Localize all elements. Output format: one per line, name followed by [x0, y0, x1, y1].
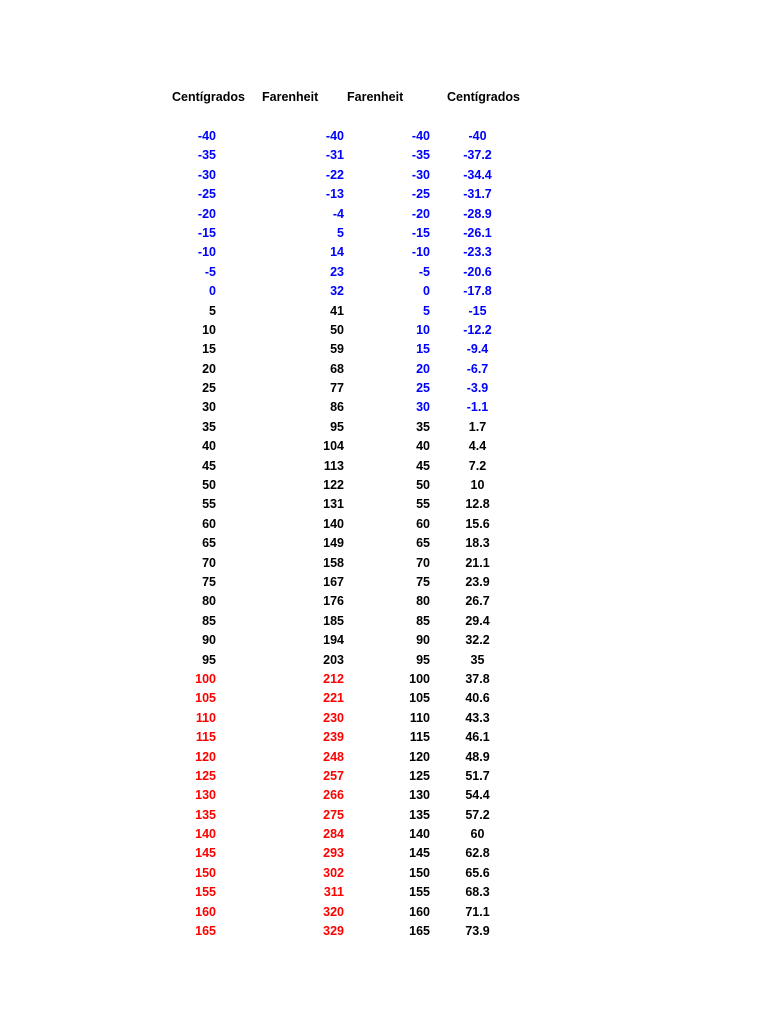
cell-farenheit-source: 150 [409, 865, 430, 880]
table-row [0, 825, 768, 844]
cell-centigrados-result: -34.4 [463, 167, 492, 182]
cell-centigrados-source: 75 [202, 574, 216, 589]
cell-farenheit-result: 149 [323, 536, 344, 551]
cell-centigrados-source: 55 [202, 497, 216, 512]
table-row [0, 883, 768, 902]
header-centigrados-2: Centígrados [447, 90, 520, 104]
cell-centigrados-source: -40 [197, 129, 216, 143]
cell-farenheit-result: 131 [323, 497, 344, 512]
table-row [0, 321, 768, 340]
cell-centigrados-source: 160 [195, 904, 216, 919]
cell-farenheit-result: 275 [323, 807, 344, 822]
cell-centigrados-result: 68.3 [465, 885, 490, 900]
cell-farenheit-result: 122 [323, 478, 344, 493]
cell-centigrados-result: -9.4 [466, 342, 489, 357]
cell-farenheit-source: -20 [411, 206, 430, 221]
cell-farenheit-result: 23 [330, 264, 344, 279]
cell-centigrados-result: 62.8 [465, 846, 490, 861]
cell-farenheit-result: -22 [325, 167, 344, 182]
header-farenheit-1: Farenheit [262, 90, 319, 104]
table-row [0, 592, 768, 611]
cell-farenheit-source: 10 [416, 322, 430, 337]
cell-centigrados-result: 29.4 [465, 613, 490, 628]
cell-farenheit-source: 65 [416, 536, 430, 551]
cell-centigrados-result: 51.7 [465, 768, 490, 783]
cell-farenheit-source: 155 [409, 885, 430, 900]
cell-centigrados-source: 115 [195, 730, 216, 745]
cell-centigrados-result: 15.6 [465, 516, 490, 531]
table-row [0, 127, 768, 146]
cell-centigrados-source: 80 [202, 594, 216, 609]
cell-farenheit-source: 120 [409, 749, 430, 764]
cell-farenheit-source: 160 [409, 904, 430, 919]
cell-centigrados-result: 26.7 [465, 594, 490, 609]
cell-farenheit-result: 293 [323, 846, 344, 861]
cell-farenheit-source: 20 [416, 361, 430, 376]
cell-farenheit-source: 50 [416, 478, 430, 493]
table-row [0, 903, 768, 922]
table-row [0, 767, 768, 786]
cell-centigrados-result: 37.8 [465, 671, 490, 686]
cell-centigrados-source: -20 [197, 206, 216, 221]
cell-farenheit-result: 113 [323, 458, 344, 473]
cell-farenheit-source: 30 [416, 400, 430, 415]
cell-centigrados-result: -26.1 [463, 225, 492, 240]
table-row [0, 185, 768, 204]
table-row [0, 651, 768, 670]
cell-farenheit-source: 110 [409, 710, 430, 725]
cell-centigrados-result: 65.6 [465, 865, 490, 880]
cell-farenheit-source: 95 [416, 652, 430, 667]
table-row [0, 166, 768, 185]
cell-centigrados-source: 100 [195, 671, 216, 686]
cell-farenheit-source: -25 [411, 187, 430, 202]
cell-farenheit-result: 104 [323, 439, 344, 454]
cell-centigrados-source: 110 [195, 710, 216, 725]
header-farenheit-2: Farenheit [347, 90, 404, 104]
cell-centigrados-source: 90 [202, 633, 216, 648]
cell-farenheit-source: -15 [411, 225, 430, 240]
cell-centigrados-result: 57.2 [465, 807, 490, 822]
cell-farenheit-source: 70 [416, 555, 430, 570]
cell-farenheit-result: 50 [330, 322, 344, 337]
cell-farenheit-result: 320 [323, 904, 344, 919]
cell-centigrados-source: 120 [195, 749, 216, 764]
cell-farenheit-source: 75 [416, 574, 430, 589]
cell-centigrados-source: 45 [202, 458, 216, 473]
cell-farenheit-result: 221 [323, 691, 344, 706]
cell-centigrados-source: 35 [202, 419, 216, 434]
cell-centigrados-result: 32.2 [465, 633, 490, 648]
cell-farenheit-result: -4 [332, 206, 344, 221]
cell-farenheit-source: 5 [423, 303, 430, 318]
table-row [0, 670, 768, 689]
cell-centigrados-result: 4.4 [468, 439, 487, 454]
cell-centigrados-result: -12.2 [463, 322, 492, 337]
cell-farenheit-result: 41 [330, 303, 344, 318]
table-row [0, 437, 768, 456]
cell-centigrados-result: 1.7 [468, 419, 487, 434]
cell-centigrados-source: 140 [195, 827, 216, 842]
cell-farenheit-result: 194 [323, 633, 344, 648]
cell-farenheit-source: 125 [409, 768, 430, 783]
cell-centigrados-result: 60 [470, 827, 485, 842]
cell-centigrados-source: 10 [202, 322, 216, 337]
cell-farenheit-source: 15 [416, 342, 430, 357]
cell-farenheit-source: 80 [416, 594, 430, 609]
cell-farenheit-result: 302 [323, 865, 344, 880]
table-row [0, 146, 768, 165]
cell-centigrados-source: 25 [202, 381, 216, 396]
table-row [0, 534, 768, 553]
cell-farenheit-result: -13 [325, 187, 344, 202]
table-row [0, 631, 768, 650]
table-row [0, 302, 768, 321]
cell-centigrados-result: 35 [470, 652, 485, 667]
cell-centigrados-source: 95 [202, 652, 216, 667]
table-row [0, 379, 768, 398]
cell-farenheit-result: 158 [323, 555, 344, 570]
cell-centigrados-source: -35 [197, 148, 216, 163]
cell-centigrados-source: -25 [197, 187, 216, 202]
cell-farenheit-source: -30 [411, 167, 430, 182]
cell-centigrados-source: 65 [202, 536, 216, 551]
cell-centigrados-result: 7.2 [468, 458, 487, 473]
cell-centigrados-source: -30 [197, 167, 216, 182]
cell-farenheit-source: -35 [411, 148, 430, 163]
header-row [0, 90, 768, 108]
cell-farenheit-result: -31 [325, 148, 344, 163]
cell-farenheit-result: 185 [323, 613, 344, 628]
cell-centigrados-result: -1.1 [466, 400, 489, 415]
cell-centigrados-source: 105 [195, 691, 216, 706]
table-row [0, 205, 768, 224]
cell-centigrados-source: 50 [202, 478, 216, 493]
table-row [0, 806, 768, 825]
cell-farenheit-source: 105 [409, 691, 430, 706]
cell-farenheit-source: 100 [409, 671, 430, 686]
cell-centigrados-result: -23.3 [463, 245, 492, 260]
cell-farenheit-result: 248 [323, 749, 344, 764]
cell-centigrados-result: 12.8 [465, 497, 490, 512]
table-row [0, 340, 768, 359]
cell-centigrados-result: -40 [468, 129, 487, 143]
table-row [0, 709, 768, 728]
cell-farenheit-result: 14 [330, 245, 344, 260]
table-row [0, 689, 768, 708]
table-row [0, 922, 768, 941]
cell-centigrados-result: 18.3 [465, 536, 490, 551]
cell-farenheit-source: 115 [409, 730, 430, 745]
cell-farenheit-source: -10 [411, 245, 430, 260]
cell-farenheit-source: 140 [409, 827, 430, 842]
cell-centigrados-result: -28.9 [463, 206, 492, 221]
cell-farenheit-source: 145 [409, 846, 430, 861]
cell-centigrados-source: 70 [202, 555, 216, 570]
cell-farenheit-source: 90 [416, 633, 430, 648]
cell-farenheit-result: 266 [323, 788, 344, 803]
cell-centigrados-source: 15 [202, 342, 216, 357]
cell-centigrados-source: 125 [195, 768, 216, 783]
cell-centigrados-result: 71.1 [465, 904, 490, 919]
cell-farenheit-result: 68 [330, 361, 344, 376]
table-body [0, 127, 768, 941]
cell-farenheit-source: -40 [411, 129, 430, 143]
table-row [0, 748, 768, 767]
cell-farenheit-result: 203 [323, 652, 344, 667]
cell-centigrados-source: 5 [209, 303, 216, 318]
table-row [0, 243, 768, 262]
table-row [0, 786, 768, 805]
cell-farenheit-source: 40 [416, 439, 430, 454]
cell-centigrados-result: 23.9 [465, 574, 490, 589]
table-row [0, 728, 768, 747]
cell-farenheit-result: -40 [325, 129, 344, 143]
cell-farenheit-result: 329 [323, 924, 344, 939]
cell-farenheit-result: 212 [323, 671, 344, 686]
cell-centigrados-result: -15 [468, 303, 487, 318]
cell-farenheit-result: 239 [323, 730, 344, 745]
cell-centigrados-source: -10 [197, 245, 216, 260]
cell-centigrados-result: -37.2 [463, 148, 492, 163]
cell-centigrados-source: 135 [195, 807, 216, 822]
table-row [0, 554, 768, 573]
cell-farenheit-result: 140 [323, 516, 344, 531]
cell-centigrados-result: 40.6 [465, 691, 490, 706]
table-row [0, 573, 768, 592]
table-row [0, 612, 768, 631]
cell-farenheit-result: 32 [330, 284, 344, 299]
cell-centigrados-source: 30 [202, 400, 216, 415]
cell-centigrados-result: -6.7 [466, 361, 489, 376]
cell-farenheit-source: 165 [409, 924, 430, 939]
cell-farenheit-source: -5 [418, 264, 430, 279]
cell-centigrados-source: 130 [195, 788, 216, 803]
cell-centigrados-result: -31.7 [463, 187, 492, 202]
cell-farenheit-source: 85 [416, 613, 430, 628]
cell-centigrados-result: 73.9 [465, 924, 490, 939]
table-row [0, 224, 768, 243]
cell-farenheit-result: 5 [337, 225, 344, 240]
table-row [0, 263, 768, 282]
cell-centigrados-source: 60 [202, 516, 216, 531]
cell-farenheit-source: 135 [409, 807, 430, 822]
cell-centigrados-result: -20.6 [463, 264, 492, 279]
cell-farenheit-source: 55 [416, 497, 430, 512]
cell-centigrados-source: 165 [195, 924, 216, 939]
cell-farenheit-source: 130 [409, 788, 430, 803]
table-row [0, 844, 768, 863]
cell-farenheit-result: 230 [323, 710, 344, 725]
cell-centigrados-result: -3.9 [466, 381, 489, 396]
table-row [0, 515, 768, 534]
cell-centigrados-source: 155 [195, 885, 216, 900]
table-row [0, 457, 768, 476]
header-centigrados-1: Centígrados [172, 90, 245, 104]
cell-centigrados-result: 48.9 [465, 749, 490, 764]
cell-centigrados-result: 46.1 [465, 730, 490, 745]
cell-farenheit-source: 60 [416, 516, 430, 531]
cell-farenheit-result: 77 [330, 381, 344, 396]
cell-farenheit-result: 86 [330, 400, 344, 415]
cell-farenheit-result: 59 [330, 342, 344, 357]
cell-centigrados-source: 85 [202, 613, 216, 628]
table-row [0, 398, 768, 417]
table-row [0, 282, 768, 301]
table-row [0, 476, 768, 495]
cell-farenheit-source: 45 [416, 458, 430, 473]
cell-farenheit-result: 176 [323, 594, 344, 609]
table-row [0, 864, 768, 883]
cell-farenheit-source: 0 [423, 284, 430, 299]
cell-centigrados-source: 40 [202, 439, 216, 454]
cell-farenheit-result: 167 [323, 574, 344, 589]
cell-centigrados-source: 20 [202, 361, 216, 376]
cell-centigrados-source: -5 [204, 264, 216, 279]
cell-centigrados-result: 43.3 [465, 710, 490, 725]
cell-centigrados-source: 150 [195, 865, 216, 880]
table-row [0, 418, 768, 437]
cell-farenheit-source: 25 [416, 381, 430, 396]
table-row [0, 495, 768, 514]
cell-centigrados-source: -15 [197, 225, 216, 240]
cell-centigrados-result: 54.4 [465, 788, 490, 803]
cell-centigrados-result: 10 [470, 478, 485, 493]
cell-centigrados-source: 145 [195, 846, 216, 861]
cell-farenheit-source: 35 [416, 419, 430, 434]
cell-farenheit-result: 257 [323, 768, 344, 783]
table-row [0, 360, 768, 379]
cell-farenheit-result: 284 [323, 827, 344, 842]
cell-farenheit-result: 311 [323, 885, 344, 900]
cell-centigrados-result: 21.1 [465, 555, 490, 570]
cell-centigrados-result: -17.8 [463, 284, 492, 299]
cell-centigrados-source: 0 [209, 284, 216, 299]
cell-farenheit-result: 95 [330, 419, 344, 434]
